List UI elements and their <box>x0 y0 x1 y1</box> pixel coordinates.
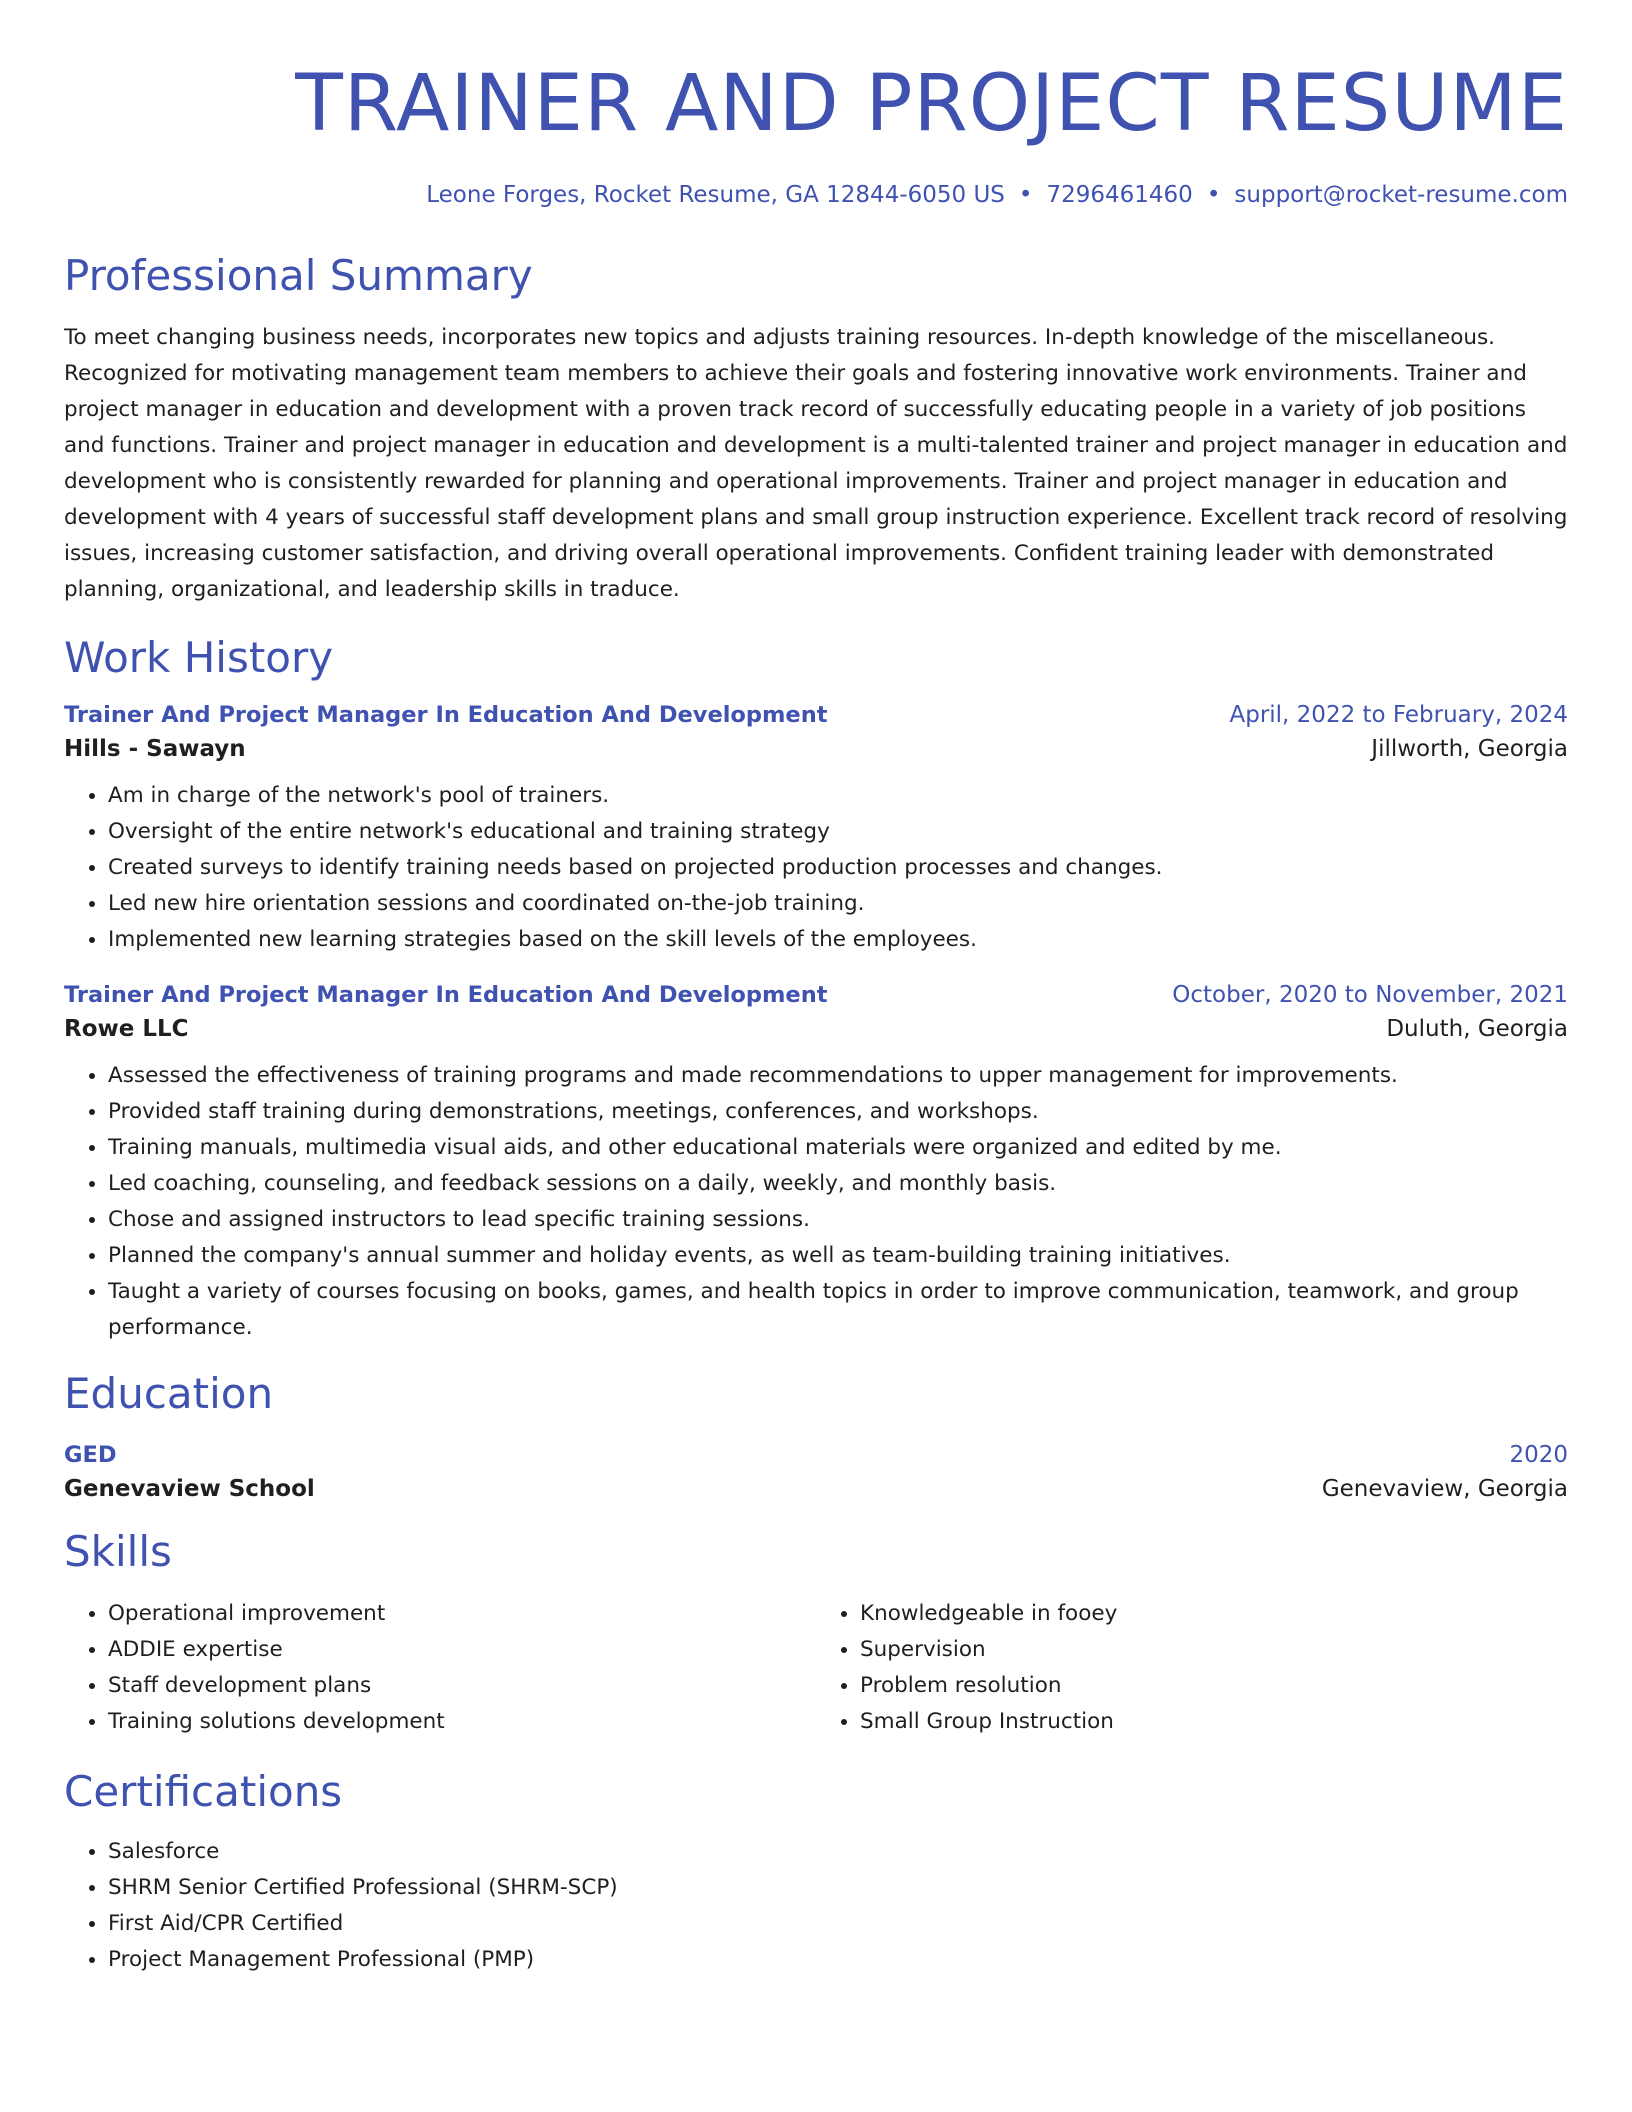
contact-separator: • <box>1018 182 1033 208</box>
education-school: Genevaview School <box>64 1476 315 1502</box>
education-degree: GED <box>64 1442 117 1468</box>
education-entry <box>64 1442 1568 1502</box>
summary-text: To meet changing business needs, incorporates new topics and adjusts training resources. In-depth knowledge of the miscellaneous. Recognized for motivating management team members to achieve their goals and fostering innovative work environments. Trainer and project manager in education and development with a proven track record of successfully educating people in a variety of job positions and functions. Trainer and project manager in education and development is a multi-talented trainer and project manager in education and development who is consistently rewarded for planning and operational improvements. Trainer and project manager in education and development with 4 years of successful staff development plans and small group instruction experience. Excellent track record of resolving issues, increasing customer satisfaction, and driving overall operational improvements. Confident training leader with demonstrated planning, organizational, and leadership skills in traduce. <box>64 325 1568 602</box>
resume-title: TRAINER AND PROJECT RESUME <box>295 59 1568 149</box>
job-bullets <box>64 1058 1568 1346</box>
list-item: • Salesforce <box>108 1834 1568 1870</box>
job-subheader <box>64 1016 1568 1042</box>
skills-list-right <box>816 1596 1568 1740</box>
skills-columns <box>64 1596 1568 1740</box>
job-bullets <box>64 778 1568 958</box>
job-dates: April, 2022 to February, 2024 <box>1229 702 1568 728</box>
job-entry <box>64 702 1568 958</box>
list-item: • Provided staff training during demonstrations, meetings, conferences, and workshops. <box>108 1094 1568 1130</box>
certifications-heading: Certifications <box>64 1767 343 1816</box>
list-item: • Implemented new learning strategies based on the skill levels of the employees. <box>108 922 1568 958</box>
summary-heading: Professional Summary <box>64 251 533 300</box>
education-location: Genevaview, Georgia <box>1321 1476 1568 1502</box>
list-item: • Problem resolution <box>860 1668 1568 1704</box>
job-location: Duluth, Georgia <box>1386 1016 1568 1042</box>
skills-list-left <box>64 1596 816 1740</box>
list-item: • Supervision <box>860 1632 1568 1668</box>
job-subheader <box>64 736 1568 762</box>
list-item: • Small Group Instruction <box>860 1704 1568 1740</box>
work-history-heading: Work History <box>64 633 334 682</box>
education-header <box>64 1442 1568 1468</box>
list-item: • Created surveys to identify training needs based on projected production processes and changes. <box>108 850 1568 886</box>
list-item: • Assessed the effectiveness of training programs and made recommendations to upper management for improvements. <box>108 1058 1568 1094</box>
list-item: • ADDIE expertise <box>108 1632 816 1668</box>
job-title: Trainer And Project Manager In Education And Development <box>64 982 828 1008</box>
education-subheader <box>64 1476 1568 1502</box>
certifications-list <box>64 1834 1568 1978</box>
list-item: • Led coaching, counseling, and feedback sessions on a daily, weekly, and monthly basis. <box>108 1166 1568 1202</box>
list-item: • Training solutions development <box>108 1704 816 1740</box>
list-item: • Oversight of the entire network's educational and training strategy <box>108 814 1568 850</box>
list-item: • Planned the company's annual summer and holiday events, as well as team-building training initiatives. <box>108 1238 1568 1274</box>
list-item: • Knowledgeable in fooey <box>860 1596 1568 1632</box>
education-heading: Education <box>64 1369 274 1418</box>
job-dates: October, 2020 to November, 2021 <box>1172 982 1568 1008</box>
list-item: • Staff development plans <box>108 1668 816 1704</box>
contact-separator: • <box>1206 182 1221 208</box>
list-item: • Am in charge of the network's pool of trainers. <box>108 778 1568 814</box>
job-entry <box>64 982 1568 1346</box>
skills-heading: Skills <box>64 1527 172 1576</box>
list-item: • Led new hire orientation sessions and coordinated on-the-job training. <box>108 886 1568 922</box>
list-item: • SHRM Senior Certified Professional (SHRM-SCP) <box>108 1870 1568 1906</box>
list-item: • Chose and assigned instructors to lead specific training sessions. <box>108 1202 1568 1238</box>
contact-email: support@rocket-resume.com <box>1234 182 1568 208</box>
contact-line <box>64 180 1568 210</box>
list-item: • First Aid/CPR Certified <box>108 1906 1568 1942</box>
education-year: 2020 <box>1509 1442 1568 1468</box>
job-title: Trainer And Project Manager In Education And Development <box>64 702 828 728</box>
list-item: • Taught a variety of courses focusing on books, games, and health topics in order to improve communication, teamwork, and group performance. <box>108 1274 1568 1346</box>
job-company: Hills - Sawayn <box>64 736 246 762</box>
contact-address: Leone Forges, Rocket Resume, GA 12844-6050 US <box>426 182 1005 208</box>
list-item: • Operational improvement <box>108 1596 816 1632</box>
job-company: Rowe LLC <box>64 1016 189 1042</box>
job-location: Jillworth, Georgia <box>1371 736 1568 762</box>
job-header <box>64 982 1568 1008</box>
list-item: • Project Management Professional (PMP) <box>108 1942 1568 1978</box>
job-header <box>64 702 1568 728</box>
list-item: • Training manuals, multimedia visual aids, and other educational materials were organized and edited by me. <box>108 1130 1568 1166</box>
contact-phone: 7296461460 <box>1046 182 1193 208</box>
